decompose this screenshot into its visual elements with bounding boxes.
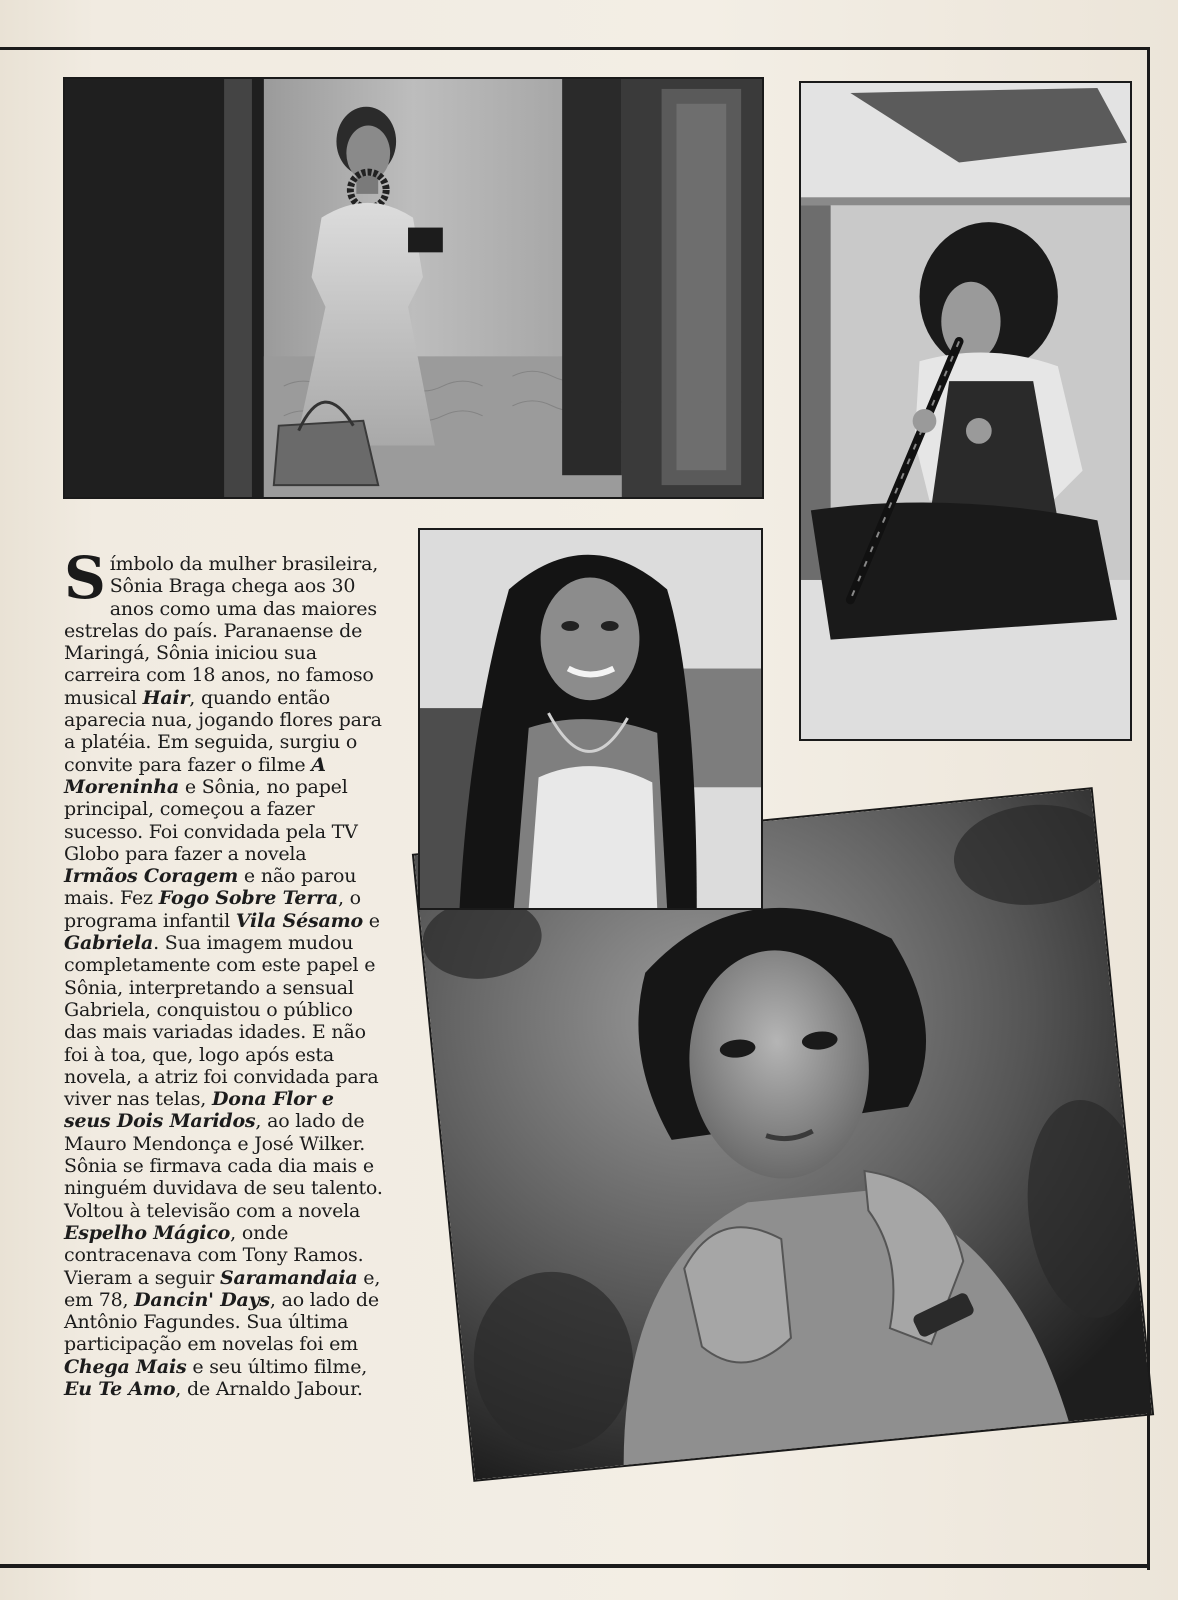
article-text-run: . Sua imagem mudou completamente com este papel e Sônia, interpretando a sensual Gabriela, conquistou o público das mais variadas idades. E não foi à toa, que, logo após esta novela, a atriz foi convidada para viver nas telas, bbox=[64, 932, 379, 1111]
article-text-run: e, em 78, bbox=[64, 1266, 381, 1311]
article-text-run: , quando então aparecia nua, jogando flores para a platéia. Em seguida, surgiu o convite para fazer o filme bbox=[64, 686, 382, 776]
article-text-run: e seu último filme, bbox=[186, 1355, 368, 1378]
article-text-run: ímbolo da mulher brasileira, Sônia Braga chega aos 30 anos como uma das maiores estrelas do país. Paranaense de Maringá, Sônia iniciou sua carreira com 18 anos, no famoso musical bbox=[64, 553, 379, 709]
article-title-italic: Saramandaia bbox=[219, 1266, 358, 1289]
photo-woman-with-basket-image bbox=[65, 79, 762, 497]
article-text-run: , ao lado de Antônio Fagundes. Sua última participação em novelas foi em bbox=[64, 1288, 379, 1356]
article-text-run: e não parou mais. Fez bbox=[64, 865, 357, 910]
article-title-italic: Eu Te Amo bbox=[64, 1377, 176, 1400]
article-body bbox=[64, 544, 384, 1400]
drop-cap: S bbox=[64, 544, 106, 612]
page-frame-bottom-rule bbox=[0, 1564, 1150, 1568]
article-title-italic: Fogo Sobre Terra bbox=[158, 887, 338, 910]
article-text-run: , o programa infantil bbox=[64, 887, 361, 932]
article-text-run: e bbox=[362, 909, 380, 932]
article-title-italic: Dancin' Days bbox=[134, 1288, 270, 1311]
article-paragraph-1 bbox=[64, 544, 384, 1155]
article-title-italic: Espelho Mágico bbox=[64, 1221, 231, 1244]
article-title-italic: Hair bbox=[142, 686, 190, 709]
photo-woman-playing-flute bbox=[799, 81, 1132, 741]
article-paragraph-2-text bbox=[64, 1155, 383, 1400]
article-text-run: , onde contracenava com Tony Ramos. Vieram a seguir bbox=[64, 1221, 364, 1289]
article-paragraph-1-text bbox=[64, 544, 382, 1155]
article-title-italic: Chega Mais bbox=[64, 1355, 187, 1378]
article-title-italic: A Moreninha bbox=[64, 753, 326, 798]
article-text-run: , ao lado de Mauro Mendonça e José Wilker. bbox=[64, 1110, 366, 1155]
page-frame-right-rule bbox=[1147, 47, 1150, 1570]
article-text-run: , de Arnaldo Jabour. bbox=[175, 1377, 363, 1400]
photo-woman-with-basket bbox=[63, 77, 764, 499]
article-text-run: e Sônia, no papel principal, começou a fazer sucesso. Foi convidada pela TV Globo para fazer a novela bbox=[64, 775, 358, 865]
photo-smiling-woman-long-hair bbox=[418, 528, 763, 910]
photo-smiling-woman-long-hair-image bbox=[420, 530, 761, 908]
article-text-run: Sônia se firmava cada dia mais e ninguém duvidava de seu talento. Voltou à televisão com a novela bbox=[64, 1155, 383, 1222]
article-title-italic: Irmãos Coragem bbox=[64, 865, 239, 888]
photo-woman-playing-flute-image bbox=[801, 83, 1130, 739]
page-frame-top-rule bbox=[0, 47, 1150, 50]
article-paragraph-2 bbox=[64, 1155, 384, 1400]
article-title-italic: Gabriela bbox=[64, 932, 154, 955]
article-title-italic: Vila Sésamo bbox=[235, 909, 363, 932]
article-title-italic: Dona Flor e seus Dois Maridos bbox=[64, 1088, 334, 1133]
